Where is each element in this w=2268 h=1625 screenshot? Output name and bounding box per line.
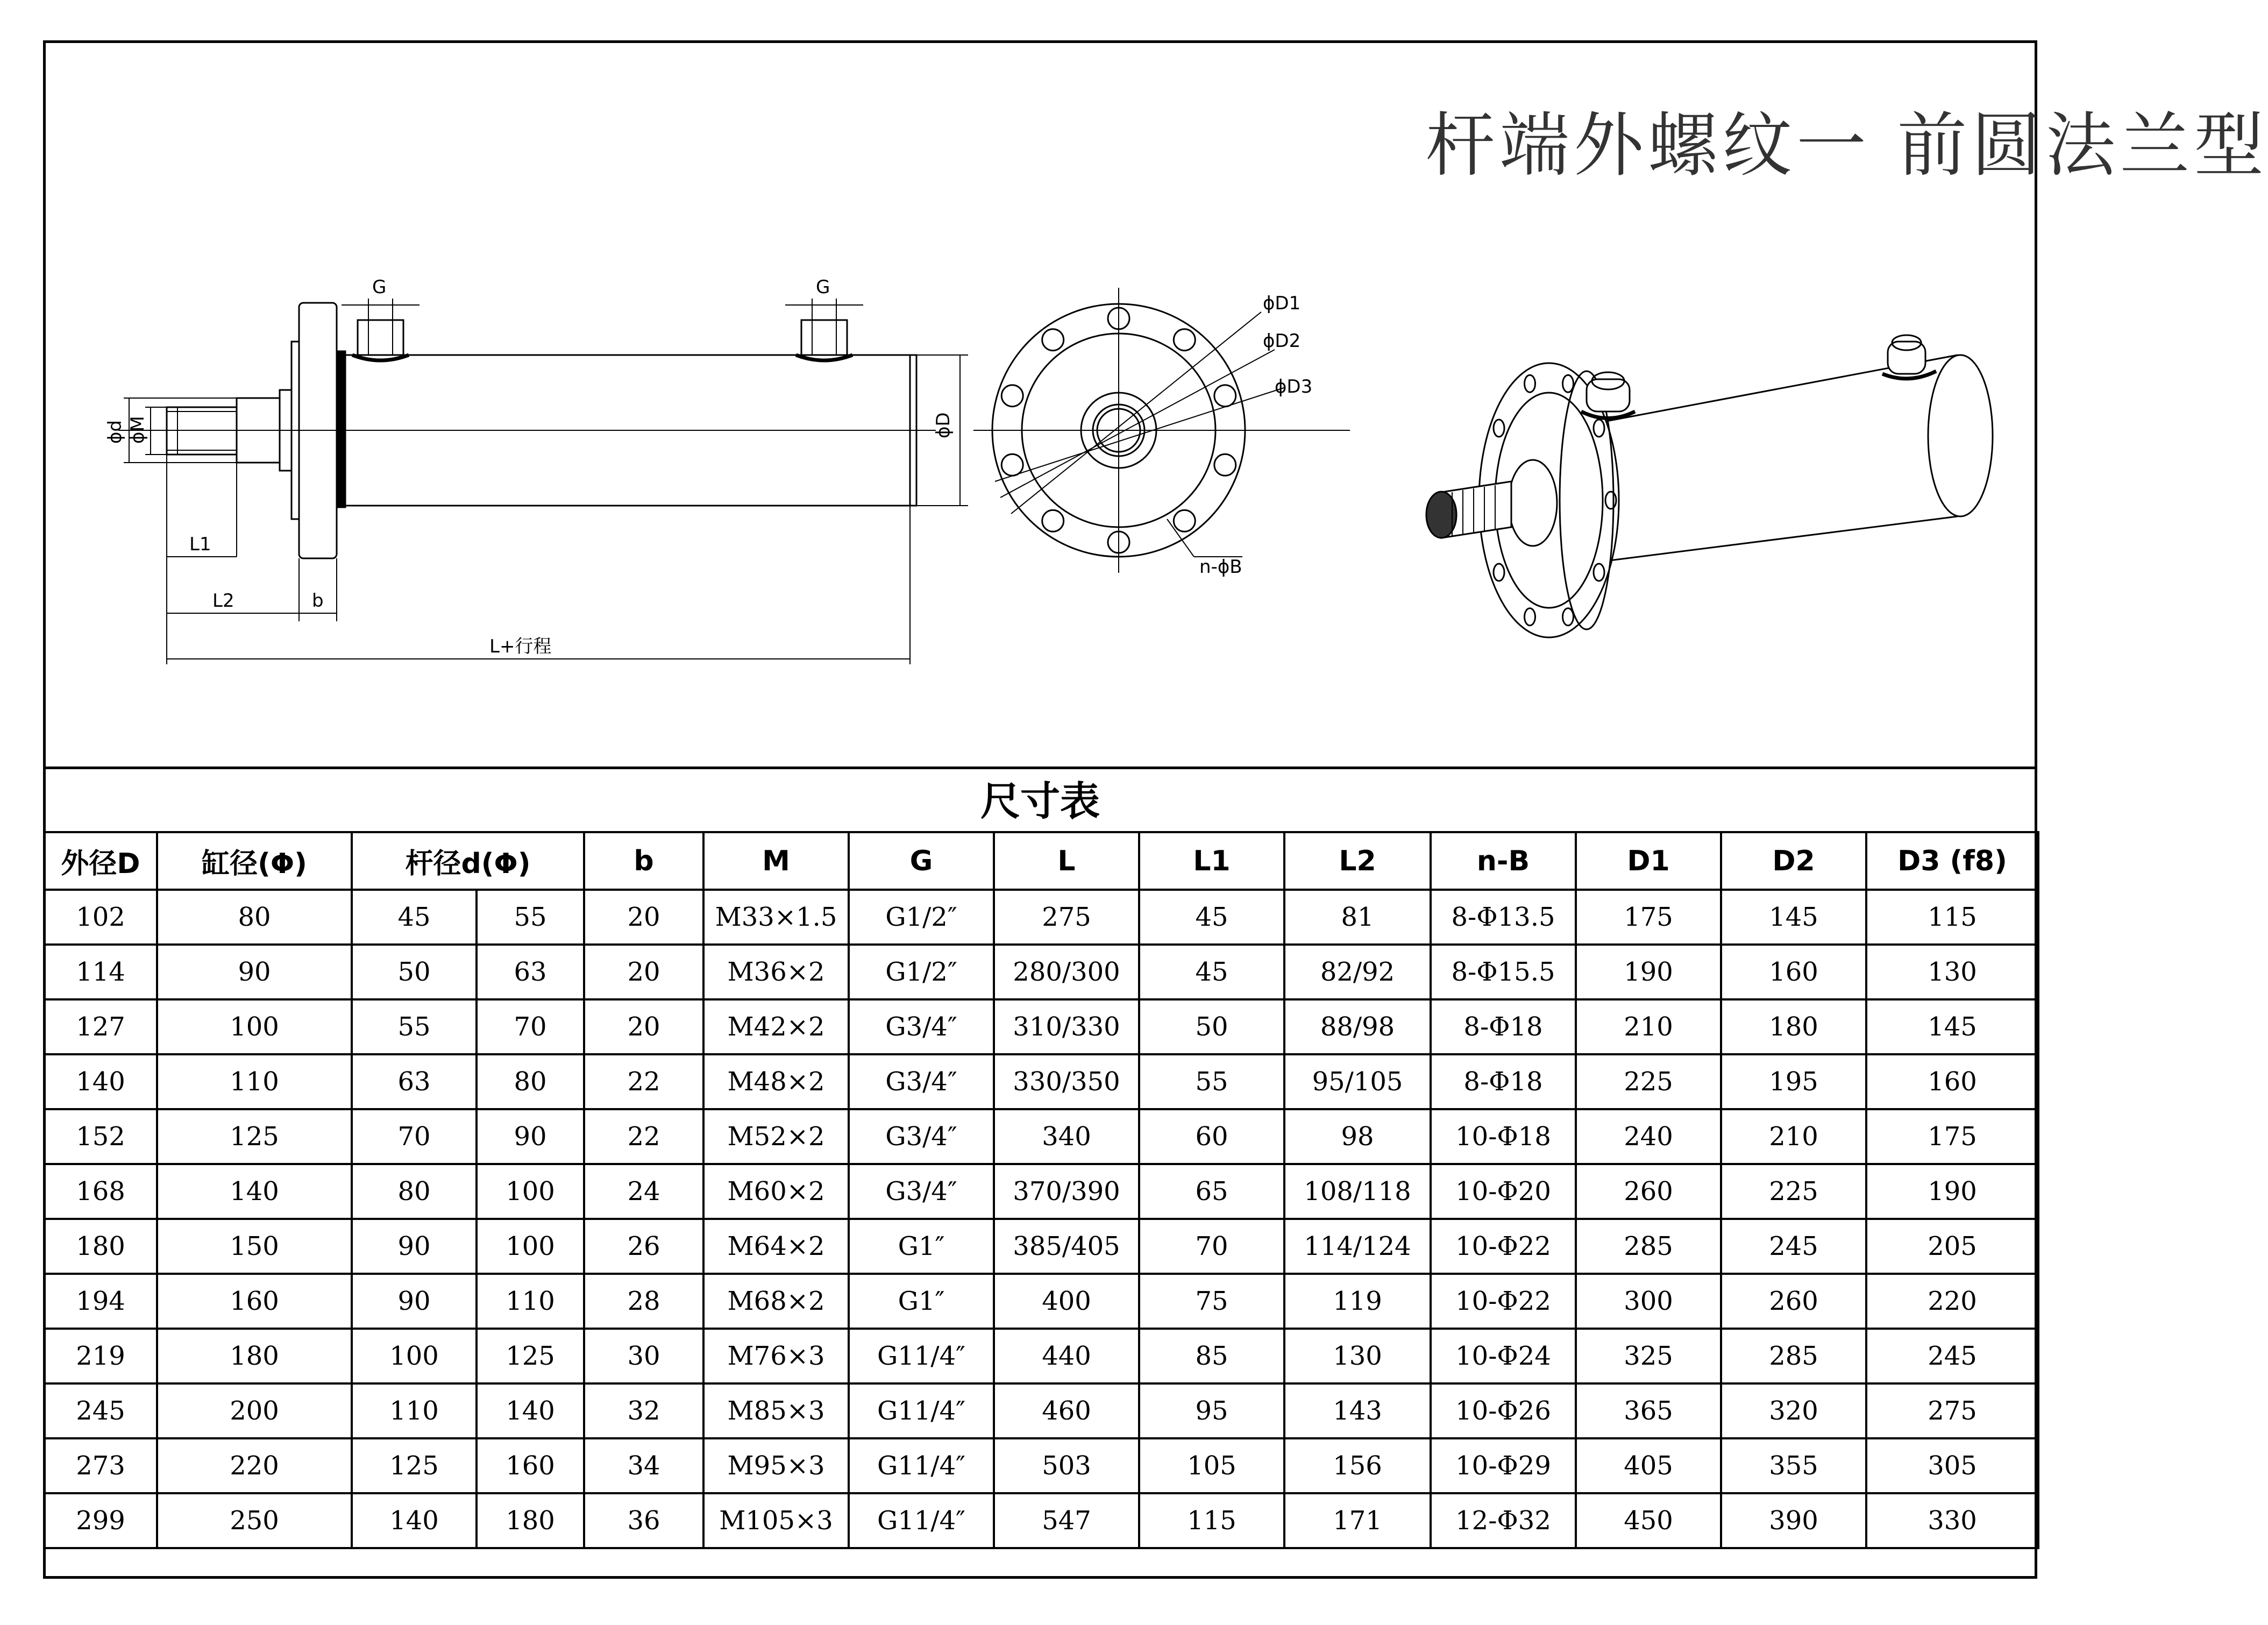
- table-cell: 320: [1721, 1383, 1866, 1438]
- table-cell: 63: [477, 945, 584, 999]
- table-cell: 400: [994, 1274, 1139, 1329]
- label-n-B: n-ϕB: [1199, 556, 1242, 578]
- table-cell: 45: [1139, 890, 1284, 945]
- header-cell: D1: [1576, 832, 1721, 890]
- table-cell: 310/330: [994, 999, 1139, 1054]
- table-cell: 219: [44, 1329, 157, 1383]
- table-cell: 36: [584, 1493, 703, 1548]
- table-cell: 130: [1284, 1329, 1431, 1383]
- isometric-view: [1426, 335, 1993, 637]
- table-cell: G11/4″: [849, 1383, 994, 1438]
- table-cell: 260: [1576, 1164, 1721, 1219]
- table-cell: M42×2: [703, 999, 849, 1054]
- header-cell: n-B: [1431, 832, 1576, 890]
- header-cell: L2: [1284, 832, 1431, 890]
- table-cell: 385/405: [994, 1219, 1139, 1274]
- bolt-hole: [1174, 510, 1195, 531]
- bolt-hole: [1214, 385, 1236, 407]
- table-cell: 20: [584, 890, 703, 945]
- table-row: [44, 1054, 2038, 1109]
- table-title: 尺寸表: [43, 767, 2037, 834]
- table-cell: 180: [477, 1493, 584, 1548]
- table-cell: 280/300: [994, 945, 1139, 999]
- table-header-row: [44, 832, 2038, 890]
- table-cell: 82/92: [1284, 945, 1431, 999]
- table-cell: 50: [1139, 999, 1284, 1054]
- table-row: [44, 890, 2038, 945]
- table-cell: 180: [157, 1329, 352, 1383]
- table-cell: 194: [44, 1274, 157, 1329]
- table-cell: 20: [584, 945, 703, 999]
- table-cell: 70: [352, 1109, 477, 1164]
- label-phi-D: ϕD: [933, 412, 954, 438]
- table-cell: 22: [584, 1109, 703, 1164]
- table-row: [44, 1164, 2038, 1219]
- header-cell: b: [584, 832, 703, 890]
- table-cell: 90: [157, 945, 352, 999]
- table-cell: 171: [1284, 1493, 1431, 1548]
- label-phi-D1: ϕD1: [1263, 293, 1301, 314]
- table-cell: 140: [352, 1493, 477, 1548]
- table-cell: 325: [1576, 1329, 1721, 1383]
- label-L-stroke: L+行程: [489, 636, 552, 657]
- table-cell: 100: [477, 1219, 584, 1274]
- bolt-hole: [1174, 329, 1195, 351]
- table-cell: 240: [1576, 1109, 1721, 1164]
- bolt-hole: [1042, 510, 1064, 531]
- table-cell: 273: [44, 1438, 157, 1493]
- table-cell: 390: [1721, 1493, 1866, 1548]
- table-cell: 81: [1284, 890, 1431, 945]
- port-right: [801, 320, 847, 355]
- table-cell: 95/105: [1284, 1054, 1431, 1109]
- table-cell: M76×3: [703, 1329, 849, 1383]
- header-cell: 杆径d(Φ): [352, 832, 584, 890]
- table-cell: M68×2: [703, 1274, 849, 1329]
- table-cell: 275: [994, 890, 1139, 945]
- table-cell: 140: [44, 1054, 157, 1109]
- table-cell: G3/4″: [849, 1109, 994, 1164]
- table-cell: 10-Φ29: [1431, 1438, 1576, 1493]
- table-cell: M105×3: [703, 1493, 849, 1548]
- table-cell: G3/4″: [849, 1054, 994, 1109]
- table-cell: 95: [1139, 1383, 1284, 1438]
- header-cell: D3 (f8): [1866, 832, 2038, 890]
- label-phi-D2: ϕD2: [1263, 330, 1301, 352]
- table-cell: M95×3: [703, 1438, 849, 1493]
- table-cell: M85×3: [703, 1383, 849, 1438]
- table-cell: G1/2″: [849, 945, 994, 999]
- table-cell: 30: [584, 1329, 703, 1383]
- table-cell: 34: [584, 1438, 703, 1493]
- table-row: [44, 945, 2038, 999]
- label-b: b: [312, 590, 324, 612]
- bolt-hole: [1042, 329, 1064, 351]
- header-cell: 外径D: [44, 832, 157, 890]
- table-cell: 140: [157, 1164, 352, 1219]
- header-cell: M: [703, 832, 849, 890]
- table-cell: 125: [157, 1109, 352, 1164]
- table-cell: G1″: [849, 1219, 994, 1274]
- table-cell: 8-Φ15.5: [1431, 945, 1576, 999]
- table-cell: G3/4″: [849, 1164, 994, 1219]
- table-cell: 70: [1139, 1219, 1284, 1274]
- seal-band: [337, 351, 345, 507]
- bolt-hole: [1214, 454, 1236, 476]
- table-cell: 12-Φ32: [1431, 1493, 1576, 1548]
- table-cell: 102: [44, 890, 157, 945]
- table-cell: 80: [477, 1054, 584, 1109]
- table-row: [44, 1383, 2038, 1438]
- table-cell: 45: [352, 890, 477, 945]
- table-cell: G11/4″: [849, 1438, 994, 1493]
- table-cell: 125: [477, 1329, 584, 1383]
- table-cell: M33×1.5: [703, 890, 849, 945]
- table-cell: 10-Φ18: [1431, 1109, 1576, 1164]
- table-cell: 70: [477, 999, 584, 1054]
- table-cell: 10-Φ26: [1431, 1383, 1576, 1438]
- table-cell: 24: [584, 1164, 703, 1219]
- front-view-labels: [1199, 293, 1312, 578]
- table-cell: 330: [1866, 1493, 2038, 1548]
- table-cell: 32: [584, 1383, 703, 1438]
- table-cell: 100: [157, 999, 352, 1054]
- table-cell: 8-Φ18: [1431, 1054, 1576, 1109]
- table-cell: 190: [1866, 1164, 2038, 1219]
- table-cell: 10-Φ20: [1431, 1164, 1576, 1219]
- table-cell: 80: [157, 890, 352, 945]
- table-cell: 210: [1576, 999, 1721, 1054]
- table-cell: 275: [1866, 1383, 2038, 1438]
- table-cell: 300: [1576, 1274, 1721, 1329]
- table-cell: 160: [157, 1274, 352, 1329]
- table-cell: 75: [1139, 1274, 1284, 1329]
- table-cell: 140: [477, 1383, 584, 1438]
- table-cell: 100: [477, 1164, 584, 1219]
- table-cell: 105: [1139, 1438, 1284, 1493]
- table-cell: 160: [1866, 1054, 2038, 1109]
- table-cell: 45: [1139, 945, 1284, 999]
- label-L1: L1: [189, 534, 211, 555]
- table-cell: 55: [1139, 1054, 1284, 1109]
- table-cell: 156: [1284, 1438, 1431, 1493]
- table-row: [44, 1109, 2038, 1164]
- table-cell: 110: [157, 1054, 352, 1109]
- table-cell: G1″: [849, 1274, 994, 1329]
- table-cell: G11/4″: [849, 1329, 994, 1383]
- table-cell: 28: [584, 1274, 703, 1329]
- table-cell: 60: [1139, 1109, 1284, 1164]
- header-cell: L1: [1139, 832, 1284, 890]
- table-cell: 100: [352, 1329, 477, 1383]
- label-L2: L2: [212, 590, 234, 612]
- table-cell: 225: [1721, 1164, 1866, 1219]
- table-row: [44, 1438, 2038, 1493]
- table-row: [44, 1493, 2038, 1548]
- table-row: [44, 999, 2038, 1054]
- table-cell: 547: [994, 1493, 1139, 1548]
- label-phi-D3: ϕD3: [1275, 376, 1313, 398]
- technical-drawing: [43, 40, 2268, 767]
- table-cell: 8-Φ18: [1431, 999, 1576, 1054]
- label-phi-M: ϕM: [127, 416, 148, 444]
- table-cell: 160: [1721, 945, 1866, 999]
- table-cell: 285: [1721, 1329, 1866, 1383]
- table-cell: 8-Φ13.5: [1431, 890, 1576, 945]
- table-cell: 80: [352, 1164, 477, 1219]
- port-left: [358, 320, 403, 355]
- table-cell: G3/4″: [849, 999, 994, 1054]
- table-cell: 115: [1866, 890, 2038, 945]
- label-phi-d: ϕd: [104, 420, 126, 444]
- table-cell: 180: [1721, 999, 1866, 1054]
- table-cell: 114/124: [1284, 1219, 1431, 1274]
- table-cell: 145: [1721, 890, 1866, 945]
- table-cell: M60×2: [703, 1164, 849, 1219]
- table-cell: 108/118: [1284, 1164, 1431, 1219]
- header-cell: L: [994, 832, 1139, 890]
- table-cell: 340: [994, 1109, 1139, 1164]
- table-cell: M48×2: [703, 1054, 849, 1109]
- table-cell: 245: [1721, 1219, 1866, 1274]
- table-cell: 50: [352, 945, 477, 999]
- table-cell: 200: [157, 1383, 352, 1438]
- table-cell: 125: [352, 1438, 477, 1493]
- table-cell: 26: [584, 1219, 703, 1274]
- table-cell: 305: [1866, 1438, 2038, 1493]
- table-cell: 20: [584, 999, 703, 1054]
- table-cell: 110: [352, 1383, 477, 1438]
- table-cell: 130: [1866, 945, 2038, 999]
- table-cell: 175: [1866, 1109, 2038, 1164]
- table-cell: 330/350: [994, 1054, 1139, 1109]
- table-cell: 285: [1576, 1219, 1721, 1274]
- table-cell: 119: [1284, 1274, 1431, 1329]
- table-cell: 440: [994, 1329, 1139, 1383]
- table-cell: 365: [1576, 1383, 1721, 1438]
- table-cell: 22: [584, 1054, 703, 1109]
- table-row: [44, 1329, 2038, 1383]
- table-cell: 55: [352, 999, 477, 1054]
- header-cell: 缸径(Φ): [157, 832, 352, 890]
- side-view-labels: [104, 276, 954, 657]
- table-row: [44, 1219, 2038, 1274]
- table-cell: 152: [44, 1109, 157, 1164]
- table-cell: 65: [1139, 1164, 1284, 1219]
- table-cell: 168: [44, 1164, 157, 1219]
- table-cell: 55: [477, 890, 584, 945]
- table-cell: G11/4″: [849, 1493, 994, 1548]
- table-cell: 90: [352, 1219, 477, 1274]
- table-cell: 98: [1284, 1109, 1431, 1164]
- table-cell: 245: [1866, 1329, 2038, 1383]
- table-row: [44, 1274, 2038, 1329]
- table-cell: 503: [994, 1438, 1139, 1493]
- table-cell: 114: [44, 945, 157, 999]
- table-cell: 250: [157, 1493, 352, 1548]
- table-cell: 245: [44, 1383, 157, 1438]
- table-cell: 63: [352, 1054, 477, 1109]
- table-cell: 205: [1866, 1219, 2038, 1274]
- table-cell: 127: [44, 999, 157, 1054]
- table-cell: 10-Φ22: [1431, 1219, 1576, 1274]
- dimension-table: [43, 831, 2039, 1549]
- table-cell: 175: [1576, 890, 1721, 945]
- table-cell: 90: [352, 1274, 477, 1329]
- table-cell: 260: [1721, 1274, 1866, 1329]
- table-cell: 10-Φ22: [1431, 1274, 1576, 1329]
- table-cell: M64×2: [703, 1219, 849, 1274]
- table-cell: 299: [44, 1493, 157, 1548]
- table-cell: 190: [1576, 945, 1721, 999]
- table-cell: M36×2: [703, 945, 849, 999]
- label-g-left: G: [372, 276, 387, 298]
- table-cell: 220: [1866, 1274, 2038, 1329]
- table-cell: M52×2: [703, 1109, 849, 1164]
- table-cell: 150: [157, 1219, 352, 1274]
- table-cell: 145: [1866, 999, 2038, 1054]
- bolt-hole: [1001, 454, 1023, 476]
- table-cell: 405: [1576, 1438, 1721, 1493]
- table-cell: 460: [994, 1383, 1139, 1438]
- table-cell: 210: [1721, 1109, 1866, 1164]
- table-cell: 450: [1576, 1493, 1721, 1548]
- table-cell: 355: [1721, 1438, 1866, 1493]
- table-cell: 110: [477, 1274, 584, 1329]
- table-cell: 10-Φ24: [1431, 1329, 1576, 1383]
- table-cell: 85: [1139, 1329, 1284, 1383]
- table-cell: 195: [1721, 1054, 1866, 1109]
- table-cell: 220: [157, 1438, 352, 1493]
- table-cell: 180: [44, 1219, 157, 1274]
- drawing-title: 杆端外螺纹一 前圆法兰型: [1425, 104, 2268, 186]
- table-cell: 88/98: [1284, 999, 1431, 1054]
- table-cell: 370/390: [994, 1164, 1139, 1219]
- header-cell: G: [849, 832, 994, 890]
- table-cell: G1/2″: [849, 890, 994, 945]
- table-cell: 160: [477, 1438, 584, 1493]
- side-view: [118, 299, 968, 664]
- table-cell: 90: [477, 1109, 584, 1164]
- table-cell: 225: [1576, 1054, 1721, 1109]
- table-cell: 115: [1139, 1493, 1284, 1548]
- header-cell: D2: [1721, 832, 1866, 890]
- table-cell: 143: [1284, 1383, 1431, 1438]
- bolt-hole: [1001, 385, 1023, 407]
- label-g-right: G: [816, 276, 830, 298]
